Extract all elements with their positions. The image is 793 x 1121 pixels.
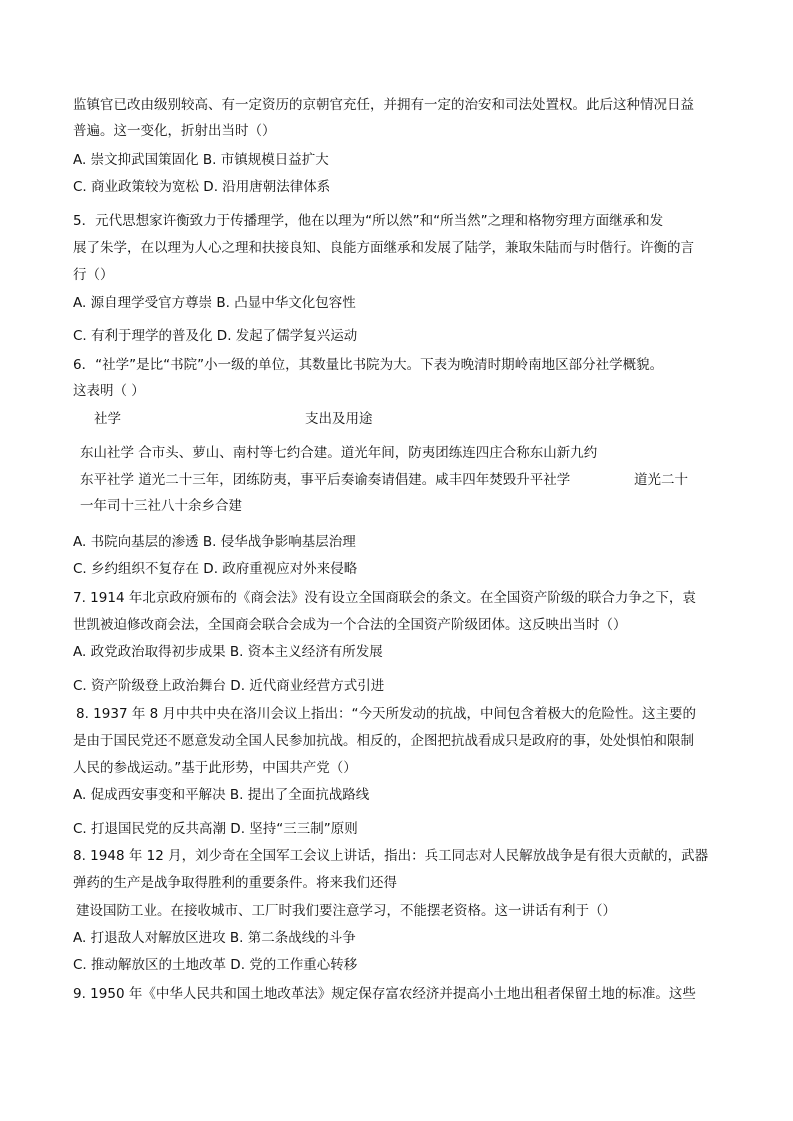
q6-options-ab: A. 书院向基层的渗透 B. 侵华战争影响基层治理 (73, 534, 356, 550)
table-row-dongshan: 东山社学 合市头、萝山、南村等七约合建。道光年间，防夷团练连四庄合称东山新九约 (80, 445, 598, 461)
q7-options-cd: C. 资产阶级登上政治舞台 D. 近代商业经营方式引进 (73, 678, 385, 694)
table-header-col2: 支出及用途 (305, 411, 373, 427)
q5-stem-line1: 5．元代思想家许衡致力于传播理学，他在以理为“所以然”和“所当然”之理和格物穷理方面继承和发 (73, 213, 664, 229)
q8a-stem-line2: 是由于国民党还不愿意发动全国人民参加抗战。相反的，企图把抗战看成只是政府的事，处处惧怕和限制 (73, 733, 694, 749)
q5-options-cd: C. 有利于理学的普及化 D. 发起了儒学复兴运动 (73, 328, 358, 344)
table-row-shengping-cont: 一年司十三社八十余乡合建 (80, 498, 242, 514)
q7-stem-line2: 世凯被迫修改商会法，全国商会联合会成为一个合法的全国资产阶级团体。这反映出当时（） (73, 617, 627, 633)
q8a-stem-line1: 8. 1937 年 8 月中共中央在洛川会议上指出：“今天所发动的抗战，中间包含着极大的危险性。这主要的 (76, 706, 696, 722)
q8b-stem-line2: 弹药的生产是战争取得胜利的重要条件。将来我们还得 (73, 875, 397, 891)
q4-options-cd: C. 商业政策较为宽松 D. 沿用唐朝法律体系 (73, 179, 331, 195)
q9-stem-line1: 9. 1950 年《中华人民共和国土地改革法》规定保存富农经济并提高小土地出租者保留土地的标准。这些 (73, 986, 696, 1002)
q7-stem-line1: 7. 1914 年北京政府颁布的《商会法》没有设立全国商联会的条文。在全国资产阶级的联合力争之下，袁 (73, 590, 696, 606)
q4-stem-line2: 普遍。这一变化，折射出当时（） (73, 123, 276, 139)
q5-stem-line2: 展了朱学，在以理为人心之理和扶接良知、良能方面继承和发展了陆学，兼取朱陆而与时偕行。许衡的言 (73, 240, 694, 256)
q8b-options-ab: A. 打退敌人对解放区进攻 B. 第二条战线的斗争 (73, 930, 356, 946)
q8b-options-cd: C. 推动解放区的土地改革 D. 党的工作重心转移 (73, 957, 358, 973)
q6-options-cd: C. 乡约组织不复存在 D. 政府重视应对外来侵略 (73, 561, 358, 577)
table-header-col1: 社学 (94, 411, 121, 427)
q6-stem-line2: 这表明（ ） (73, 383, 145, 399)
q4-stem-line1: 监镇官已改由级别较高、有一定资历的京朝官充任，并拥有一定的治安和司法处置权。此后这种情况日益 (73, 97, 694, 113)
q8a-options-cd: C. 打退国民党的反共高潮 D. 坚持“三三制”原则 (73, 821, 358, 837)
q5-stem-line3: 行（） (73, 267, 114, 283)
q6-stem-line1: 6．“社学”是比“书院”小一级的单位，其数量比书院为大。下表为晚清时期岭南地区部分社学概貌。 (73, 357, 664, 373)
table-row-dongping: 东平社学 道光二十三年，团练防夷，事平后奏谕奏请倡建。咸丰四年焚毁升平社学 (80, 472, 571, 488)
q7-options-ab: A. 政党政治取得初步成果 B. 资本主义经济有所发展 (73, 644, 383, 660)
table-row-shengping: 道光二十 (634, 472, 688, 488)
q8b-stem-line3: 建设国防工业。在接收城市、工厂时我们要注意学习，不能摆老资格。这一讲话有利于（） (76, 903, 616, 919)
q8a-stem-line3: 人民的参战运动。”基于此形势，中国共产党（） (73, 760, 357, 776)
q8a-options-ab: A. 促成西安事变和平解决 B. 提出了全面抗战路线 (73, 787, 370, 803)
q4-options-ab: A. 崇文抑武国策固化 B. 市镇规模日益扩大 (73, 152, 329, 168)
q8b-stem-line1: 8. 1948 年 12 月，刘少奇在全国军工会议上讲话，指出：兵工同志对人民解放战争是有很大贡献的，武器 (73, 848, 709, 864)
q5-options-ab: A. 源自理学受官方尊崇 B. 凸显中华文化包容性 (73, 295, 356, 311)
